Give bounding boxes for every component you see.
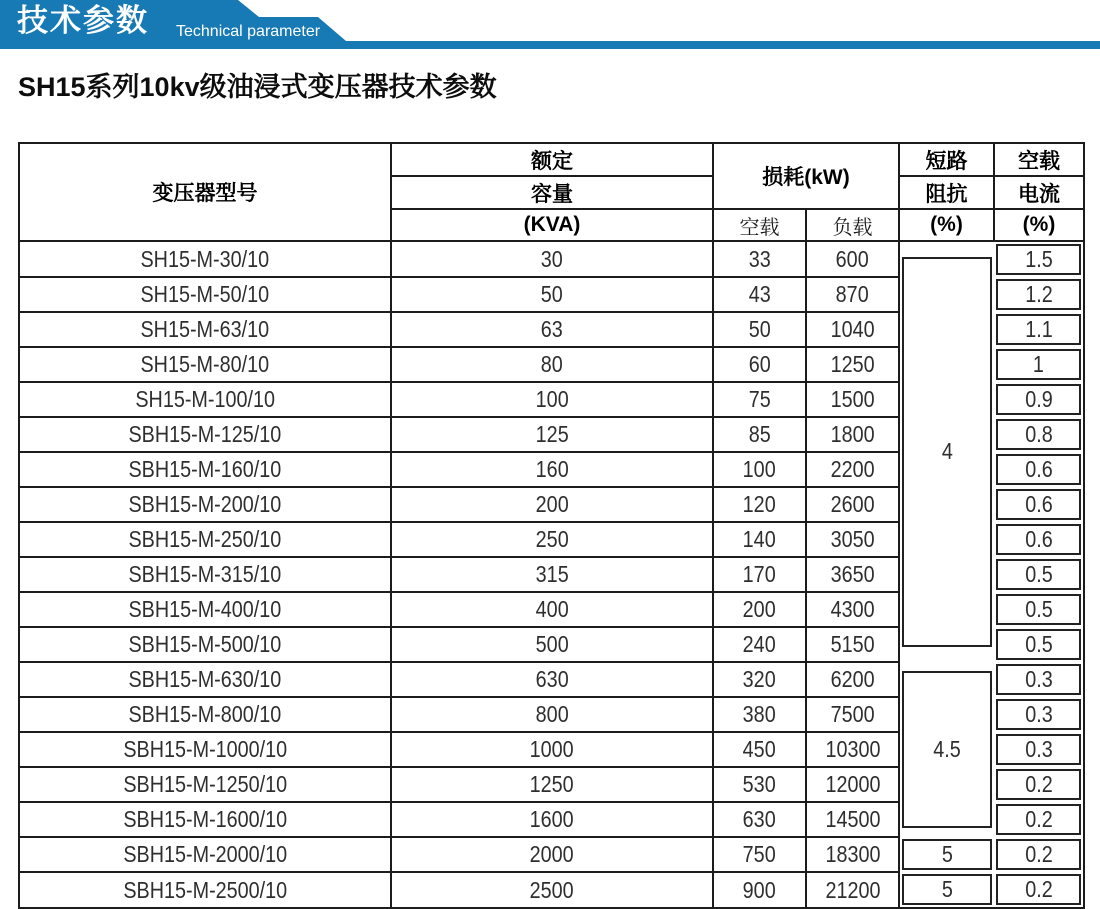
loss-load-cell	[806, 312, 899, 347]
capacity-cell	[391, 382, 713, 417]
capacity-cell	[391, 767, 713, 802]
header-short-circuit-line2: 阻抗	[899, 176, 994, 209]
model-cell-value: SBH15-M-800/10	[128, 701, 282, 727]
capacity-cell-value: 630	[535, 666, 569, 692]
spec-table-body	[19, 241, 1084, 908]
loss-load-cell-value: 6200	[830, 666, 875, 692]
loss-load-cell-value: 14500	[824, 806, 881, 832]
loss-no-load-cell	[713, 312, 806, 347]
loss-load-cell-value: 7500	[830, 701, 875, 727]
loss-no-load-cell	[713, 417, 806, 452]
impedance-cell	[899, 241, 994, 662]
header-no-load-current-line2: 电流	[994, 176, 1084, 209]
no-load-current-cell-box	[996, 734, 1081, 765]
model-cell	[19, 487, 391, 522]
impedance-cell	[899, 662, 994, 837]
model-cell	[19, 872, 391, 908]
no-load-current-cell-value: 0.3	[1024, 701, 1053, 727]
model-cell-value: SH15-M-30/10	[140, 245, 270, 272]
capacity-cell	[391, 592, 713, 627]
no-load-current-cell-box	[996, 594, 1081, 625]
model-cell	[19, 382, 391, 417]
loss-load-cell	[806, 347, 899, 382]
loss-no-load-cell-value: 43	[748, 281, 771, 307]
loss-load-cell-value: 870	[835, 281, 870, 307]
model-cell	[19, 697, 391, 732]
model-cell	[19, 627, 391, 662]
no-load-current-cell-box	[996, 769, 1081, 800]
no-load-current-cell-value: 0.6	[1024, 456, 1053, 482]
capacity-cell-value: 100	[535, 386, 569, 412]
header-no-load-current-unit: (%)	[994, 209, 1084, 241]
no-load-current-cell	[994, 662, 1084, 697]
capacity-cell	[391, 662, 713, 697]
no-load-current-cell	[994, 487, 1084, 522]
no-load-current-cell-box	[996, 279, 1081, 310]
no-load-current-cell	[994, 732, 1084, 767]
capacity-cell-value: 2500	[529, 876, 574, 903]
loss-load-cell	[806, 662, 899, 697]
model-cell-value: SBH15-M-2500/10	[123, 876, 287, 903]
loss-no-load-cell	[713, 767, 806, 802]
loss-load-cell-value: 2200	[830, 456, 875, 482]
loss-load-cell	[806, 452, 899, 487]
no-load-current-cell-value: 0.9	[1024, 386, 1053, 412]
loss-load-cell-value: 2600	[830, 491, 875, 517]
page-title: SH15系列10kv级油浸式变压器技术参数	[18, 72, 497, 102]
loss-no-load-cell-value: 50	[748, 316, 771, 342]
capacity-cell-value: 125	[535, 421, 569, 447]
model-cell	[19, 347, 391, 382]
loss-load-cell	[806, 382, 899, 417]
no-load-current-cell	[994, 837, 1084, 872]
spec-table	[18, 142, 1085, 909]
header-rated-line2: 容量	[391, 176, 713, 209]
capacity-cell	[391, 487, 713, 522]
no-load-current-cell	[994, 452, 1084, 487]
model-cell-value: SBH15-M-200/10	[128, 491, 282, 517]
impedance-cell-value: 4.5	[933, 736, 961, 762]
loss-no-load-cell-value: 170	[742, 561, 777, 587]
model-cell	[19, 277, 391, 312]
loss-no-load-cell-value: 530	[742, 771, 777, 797]
no-load-current-cell	[994, 277, 1084, 312]
banner-title-en: Technical parameter	[176, 23, 321, 40]
loss-no-load-cell-value: 75	[748, 386, 771, 412]
impedance-cell-box	[902, 671, 992, 828]
no-load-current-cell-value: 1	[1032, 351, 1044, 377]
capacity-cell	[391, 697, 713, 732]
model-cell-value: SBH15-M-1000/10	[123, 736, 287, 762]
model-cell-value: SBH15-M-315/10	[128, 561, 282, 587]
loss-load-cell-value: 3650	[830, 561, 875, 587]
no-load-current-cell-box	[996, 664, 1081, 695]
model-cell-value: SBH15-M-1600/10	[123, 806, 287, 832]
table-row	[19, 872, 1084, 908]
loss-load-cell-value: 600	[835, 245, 870, 272]
no-load-current-cell-value: 1.5	[1024, 246, 1053, 272]
model-cell-value: SBH15-M-160/10	[128, 456, 282, 482]
capacity-cell	[391, 277, 713, 312]
loss-load-cell-value: 1800	[830, 421, 875, 447]
no-load-current-cell-box	[996, 629, 1081, 660]
capacity-cell	[391, 837, 713, 872]
no-load-current-cell-box	[996, 489, 1081, 520]
no-load-current-cell-box	[996, 244, 1081, 275]
no-load-current-cell-value: 0.2	[1024, 876, 1053, 902]
loss-no-load-cell-value: 900	[742, 876, 777, 903]
impedance-cell-value: 5	[941, 876, 953, 902]
no-load-current-cell	[994, 627, 1084, 662]
model-cell	[19, 557, 391, 592]
no-load-current-cell	[994, 382, 1084, 417]
loss-load-cell-value: 1250	[830, 351, 875, 377]
header-no-load-current-line1: 空载	[994, 143, 1084, 176]
capacity-cell-value: 63	[540, 316, 564, 342]
loss-load-cell	[806, 872, 899, 908]
capacity-cell-value: 500	[535, 631, 569, 657]
no-load-current-cell-value: 0.5	[1024, 631, 1053, 657]
model-cell-value: SBH15-M-400/10	[128, 596, 282, 622]
no-load-current-cell-value: 0.6	[1024, 526, 1053, 552]
header-loss-load: 负载	[806, 209, 899, 241]
impedance-cell	[899, 872, 994, 908]
loss-no-load-cell	[713, 241, 806, 277]
model-cell-value: SBH15-M-500/10	[128, 631, 282, 657]
capacity-cell-value: 1000	[529, 736, 574, 762]
capacity-cell	[391, 802, 713, 837]
loss-load-cell-value: 4300	[830, 596, 875, 622]
table-row	[19, 662, 1084, 697]
no-load-current-cell	[994, 347, 1084, 382]
model-cell-value: SH15-M-63/10	[140, 316, 270, 342]
no-load-current-cell-value: 0.2	[1024, 771, 1053, 797]
header-loss-no-load: 空载	[713, 209, 806, 241]
capacity-cell-value: 200	[535, 491, 569, 517]
no-load-current-cell	[994, 872, 1084, 908]
loss-load-cell	[806, 417, 899, 452]
capacity-cell-value: 800	[535, 701, 569, 727]
no-load-current-cell-value: 0.5	[1024, 596, 1053, 622]
loss-no-load-cell-value: 100	[742, 456, 777, 482]
model-cell	[19, 732, 391, 767]
loss-no-load-cell	[713, 277, 806, 312]
no-load-current-cell-box	[996, 314, 1081, 345]
capacity-cell-value: 250	[535, 526, 569, 552]
loss-load-cell-value: 21200	[824, 876, 881, 903]
capacity-cell	[391, 522, 713, 557]
technical-parameter-banner	[0, 0, 1100, 49]
no-load-current-cell-value: 0.3	[1024, 736, 1053, 762]
model-cell-value: SH15-M-50/10	[140, 281, 270, 307]
no-load-current-cell	[994, 697, 1084, 732]
loss-load-cell	[806, 241, 899, 277]
no-load-current-cell-value: 0.8	[1024, 421, 1053, 447]
capacity-cell-value: 80	[540, 351, 564, 377]
loss-load-cell	[806, 522, 899, 557]
loss-no-load-cell	[713, 732, 806, 767]
loss-no-load-cell	[713, 627, 806, 662]
capacity-cell	[391, 732, 713, 767]
loss-no-load-cell	[713, 872, 806, 908]
loss-no-load-cell-value: 450	[742, 736, 777, 762]
model-cell-value: SH15-M-100/10	[135, 386, 275, 412]
loss-load-cell	[806, 697, 899, 732]
no-load-current-cell-value: 0.5	[1024, 561, 1053, 587]
no-load-current-cell-value: 1.2	[1024, 281, 1053, 307]
loss-load-cell-value: 1500	[830, 386, 875, 412]
no-load-current-cell	[994, 767, 1084, 802]
capacity-cell	[391, 312, 713, 347]
no-load-current-cell-box	[996, 874, 1081, 905]
loss-no-load-cell-value: 140	[742, 526, 777, 552]
capacity-cell-value: 2000	[529, 841, 574, 867]
loss-no-load-cell-value: 85	[748, 421, 771, 447]
loss-no-load-cell	[713, 592, 806, 627]
loss-load-cell	[806, 487, 899, 522]
impedance-cell-value: 5	[941, 841, 953, 867]
header-rated-line1: 额定	[391, 143, 713, 176]
capacity-cell	[391, 347, 713, 382]
model-cell	[19, 312, 391, 347]
no-load-current-cell-box	[996, 384, 1081, 415]
loss-load-cell-value: 5150	[830, 631, 875, 657]
loss-no-load-cell	[713, 347, 806, 382]
header-model: 变压器型号	[19, 143, 391, 241]
header-rated-unit: (KVA)	[391, 209, 713, 241]
banner-background-shape	[0, 0, 1100, 49]
loss-no-load-cell	[713, 837, 806, 872]
model-cell	[19, 522, 391, 557]
no-load-current-cell-box	[996, 559, 1081, 590]
loss-no-load-cell	[713, 452, 806, 487]
no-load-current-cell	[994, 417, 1084, 452]
loss-no-load-cell	[713, 802, 806, 837]
spec-table-header	[19, 143, 1084, 241]
capacity-cell-value: 1250	[529, 771, 574, 797]
loss-no-load-cell	[713, 662, 806, 697]
loss-no-load-cell	[713, 697, 806, 732]
impedance-cell-value: 4	[941, 438, 953, 465]
loss-load-cell	[806, 732, 899, 767]
loss-load-cell	[806, 802, 899, 837]
loss-no-load-cell-value: 33	[748, 245, 771, 272]
capacity-cell-value: 1600	[529, 806, 574, 832]
capacity-cell	[391, 557, 713, 592]
model-cell-value: SBH15-M-630/10	[128, 666, 282, 692]
banner-title-cn: 技术参数	[17, 3, 149, 38]
no-load-current-cell	[994, 592, 1084, 627]
no-load-current-cell-value: 0.3	[1024, 666, 1053, 692]
model-cell	[19, 241, 391, 277]
loss-no-load-cell	[713, 382, 806, 417]
model-cell-value: SBH15-M-125/10	[128, 421, 282, 447]
capacity-cell-value: 160	[535, 456, 569, 482]
loss-no-load-cell	[713, 487, 806, 522]
model-cell	[19, 802, 391, 837]
impedance-cell-box	[902, 257, 992, 646]
model-cell	[19, 767, 391, 802]
loss-no-load-cell	[713, 557, 806, 592]
loss-load-cell-value: 1040	[830, 316, 875, 342]
header-loss: 损耗(kW)	[713, 143, 899, 209]
no-load-current-cell-box	[996, 804, 1081, 835]
no-load-current-cell	[994, 241, 1084, 277]
loss-no-load-cell	[713, 522, 806, 557]
capacity-cell	[391, 872, 713, 908]
model-cell	[19, 592, 391, 627]
impedance-cell-box	[902, 874, 992, 905]
model-cell-value: SBH15-M-250/10	[128, 526, 282, 552]
capacity-cell-value: 30	[540, 245, 564, 272]
loss-load-cell	[806, 837, 899, 872]
model-cell	[19, 417, 391, 452]
no-load-current-cell	[994, 312, 1084, 347]
capacity-cell-value: 400	[535, 596, 569, 622]
model-cell	[19, 452, 391, 487]
model-cell-value: SBH15-M-1250/10	[123, 771, 287, 797]
loss-load-cell-value: 12000	[824, 771, 881, 797]
table-row	[19, 837, 1084, 872]
no-load-current-cell-value: 0.6	[1024, 491, 1053, 517]
capacity-cell	[391, 417, 713, 452]
loss-load-cell	[806, 627, 899, 662]
loss-no-load-cell-value: 630	[742, 806, 777, 832]
loss-no-load-cell-value: 320	[742, 666, 777, 692]
no-load-current-cell-box	[996, 349, 1081, 380]
impedance-cell	[899, 837, 994, 872]
no-load-current-cell-box	[996, 524, 1081, 555]
no-load-current-cell	[994, 802, 1084, 837]
loss-no-load-cell-value: 200	[742, 596, 777, 622]
loss-load-cell	[806, 557, 899, 592]
no-load-current-cell-value: 0.2	[1024, 806, 1053, 832]
no-load-current-cell-value: 0.2	[1024, 841, 1053, 867]
model-cell	[19, 662, 391, 697]
loss-load-cell-value: 10300	[824, 736, 881, 762]
model-cell-value: SBH15-M-2000/10	[123, 841, 287, 867]
no-load-current-cell-value: 1.1	[1024, 316, 1053, 342]
header-short-circuit-line1: 短路	[899, 143, 994, 176]
capacity-cell	[391, 627, 713, 662]
loss-load-cell	[806, 277, 899, 312]
loss-no-load-cell-value: 120	[742, 491, 777, 517]
model-cell-value: SH15-M-80/10	[140, 351, 270, 377]
loss-no-load-cell-value: 380	[742, 701, 777, 727]
no-load-current-cell	[994, 557, 1084, 592]
capacity-cell-value: 50	[540, 281, 564, 307]
capacity-cell	[391, 452, 713, 487]
impedance-cell-box	[902, 839, 992, 870]
no-load-current-cell	[994, 522, 1084, 557]
no-load-current-cell-box	[996, 419, 1081, 450]
no-load-current-cell-box	[996, 454, 1081, 485]
loss-load-cell-value: 18300	[824, 841, 881, 867]
model-cell	[19, 837, 391, 872]
no-load-current-cell-box	[996, 839, 1081, 870]
loss-load-cell-value: 3050	[830, 526, 875, 552]
loss-load-cell	[806, 592, 899, 627]
loss-no-load-cell-value: 750	[742, 841, 777, 867]
loss-load-cell	[806, 767, 899, 802]
header-short-circuit-unit: (%)	[899, 209, 994, 241]
loss-no-load-cell-value: 60	[748, 351, 771, 377]
capacity-cell-value: 315	[535, 561, 569, 587]
no-load-current-cell-box	[996, 699, 1081, 730]
capacity-cell	[391, 241, 713, 277]
loss-no-load-cell-value: 240	[742, 631, 777, 657]
table-row	[19, 241, 1084, 277]
